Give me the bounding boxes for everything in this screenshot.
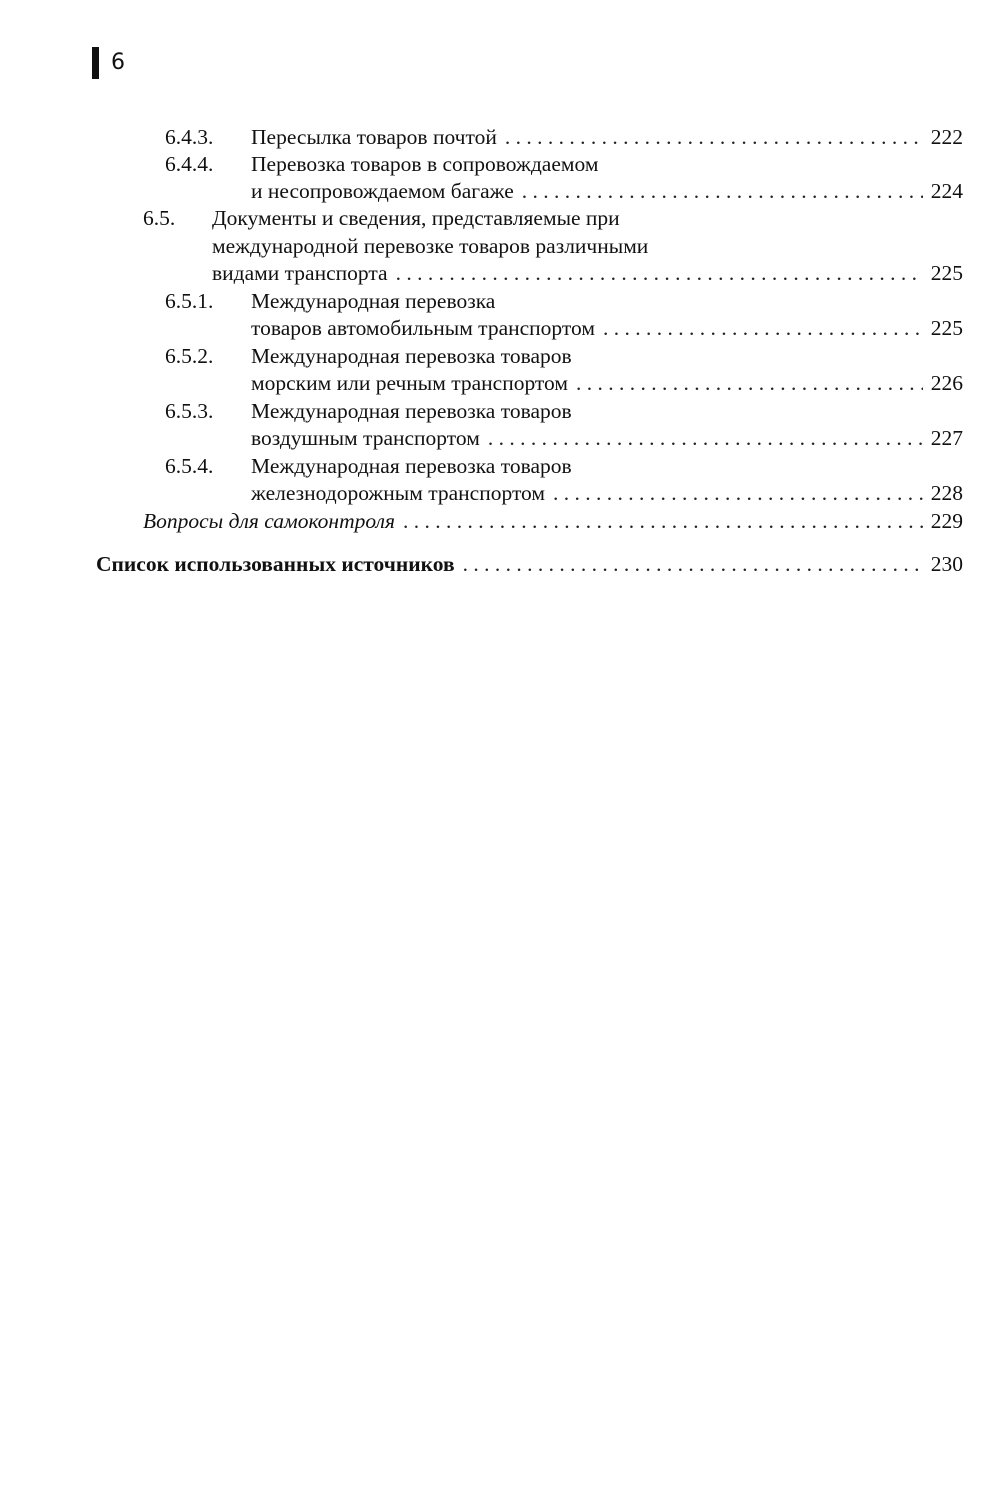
- toc-entry-title-line[interactable]: Документы и сведения, представляемые при: [212, 206, 620, 230]
- toc-entry-title: видами транспорта: [212, 261, 388, 285]
- dot-leader: [603, 318, 923, 340]
- toc-page-number: 225: [930, 261, 963, 285]
- toc-entry-title: морским или речным транспортом: [251, 371, 568, 395]
- toc-entry-title-line[interactable]: Международная перевозка товаров: [251, 399, 572, 423]
- dot-leader: [576, 373, 923, 395]
- toc-entry-title: Список использованных источников: [96, 552, 455, 576]
- dot-leader: [488, 428, 923, 450]
- toc-entry-title: товаров автомобильным транспортом: [251, 316, 595, 340]
- toc-number-6-5-1[interactable]: 6.5.1.: [165, 289, 214, 313]
- toc-number-6-5-3[interactable]: 6.5.3.: [165, 399, 214, 423]
- toc-entry-6-5-3[interactable]: [251, 428, 963, 450]
- dot-leader: [505, 127, 923, 149]
- toc-entry-title-line[interactable]: Международная перевозка: [251, 289, 496, 313]
- toc-entry-6-5-2[interactable]: [251, 373, 963, 395]
- toc-entry-6-4-4[interactable]: [251, 181, 963, 203]
- toc-entry-6-5[interactable]: [212, 263, 963, 285]
- toc-entry-title: и несопровождаемом багаже: [251, 179, 514, 203]
- dot-leader: [403, 511, 923, 533]
- dot-leader: [396, 263, 923, 285]
- toc-number-6-4-3[interactable]: 6.4.3.: [165, 125, 214, 149]
- toc-number-6-5[interactable]: 6.5.: [143, 206, 176, 230]
- toc-number-6-5-4[interactable]: 6.5.4.: [165, 454, 214, 478]
- toc-page-number: 226: [930, 371, 963, 395]
- toc-page-number: 224: [930, 179, 963, 203]
- toc-page-number: 225: [930, 316, 963, 340]
- toc-entry-title: железнодорожным транспортом: [251, 481, 545, 505]
- toc-entry-sources[interactable]: [96, 554, 963, 576]
- toc-page-number: 227: [930, 426, 963, 450]
- dot-leader: [522, 181, 923, 203]
- dot-leader: [553, 483, 923, 505]
- toc-entry-title-line[interactable]: Перевозка товаров в сопровождаемом: [251, 152, 599, 176]
- toc-page-number: 222: [930, 125, 963, 149]
- toc-entry-title-line[interactable]: Международная перевозка товаров: [251, 454, 572, 478]
- toc-entry-title-line[interactable]: Международная перевозка товаров: [251, 344, 572, 368]
- toc-entry-title: Пересылка товаров почтой: [251, 125, 497, 149]
- toc-page-number: 229: [930, 509, 963, 533]
- toc-entry-6-5-1[interactable]: [251, 318, 963, 340]
- toc-page-number: 228: [930, 481, 963, 505]
- toc-entry-6-4-3[interactable]: [251, 127, 963, 149]
- toc-number-6-5-2[interactable]: 6.5.2.: [165, 344, 214, 368]
- toc-entry-title-line[interactable]: международной перевозке товаров различными: [212, 234, 649, 258]
- toc-entry-title: Вопросы для самоконтроля: [143, 509, 395, 533]
- toc-entry-title: воздушным транспортом: [251, 426, 480, 450]
- toc-entry-questions[interactable]: [143, 511, 963, 533]
- page-number: 6: [111, 50, 125, 75]
- toc-entry-6-5-4[interactable]: [251, 483, 963, 505]
- dot-leader: [463, 554, 923, 576]
- toc-page-number: 230: [930, 552, 963, 576]
- toc-number-6-4-4[interactable]: 6.4.4.: [165, 152, 214, 176]
